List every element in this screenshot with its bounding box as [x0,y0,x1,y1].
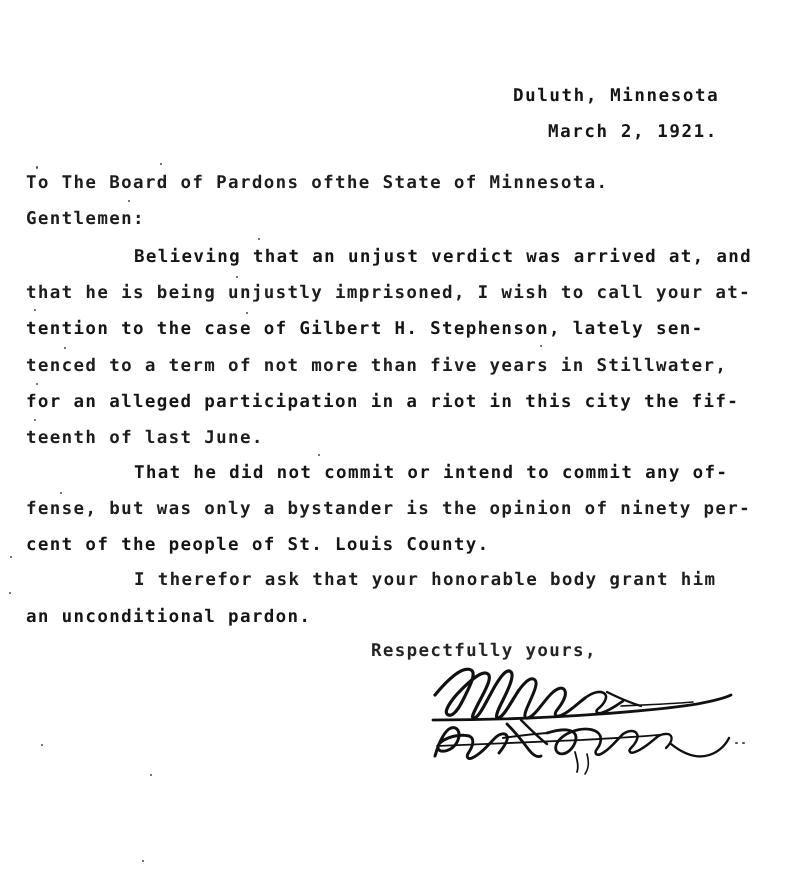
body-line: Believing that an unjust verdict was arrived at, and [134,247,753,267]
speckle [10,556,12,558]
speckle [128,200,130,202]
body-line: that he is being unjustly imprisoned, I wish to call your at- [26,283,752,303]
signature [425,648,755,763]
body-line: an unconditional pardon. [26,607,312,627]
body-line: teenth of last June. [26,428,264,448]
speckle [246,312,248,314]
speckle [150,774,152,776]
speckle [34,309,36,311]
speckle [34,419,36,421]
speckle [258,238,260,240]
speckle [36,383,38,385]
speckle [60,492,62,494]
speckle [160,163,162,165]
body-line: tention to the case of Gilbert H. Stephenson, lately sen- [26,319,704,339]
speckle [64,347,66,349]
body-line: fense, but was only a bystander is the opinion of ninety per- [26,499,752,519]
body-line: I therefor ask that your honorable body grant him [134,570,717,590]
speckle [41,744,43,746]
speckle [742,742,745,744]
speckle [735,742,738,744]
speckle [318,454,320,456]
heading-place: Duluth, Minnesota [513,86,720,106]
speckle [540,345,542,347]
heading-date: March 2, 1921. [548,122,718,142]
body-line: That he did not commit or intend to commit any of- [134,463,729,483]
speckle [142,860,144,862]
speckle [36,166,38,169]
signature-ink-icon [425,648,755,763]
valediction-line: Respectfully yours, [371,641,597,661]
recipient-line: To The Board of Pardons ofthe State of Minnesota. [26,173,609,193]
body-line: for an alleged participation in a riot in this city the fif- [26,392,740,412]
body-line: tenced to a term of not more than five years in Stillwater, [26,356,728,376]
speckle [9,592,11,594]
body-line: cent of the people of St. Louis County. [26,535,490,555]
speckle [236,276,238,278]
salutation-line: Gentlemen: [26,209,145,229]
